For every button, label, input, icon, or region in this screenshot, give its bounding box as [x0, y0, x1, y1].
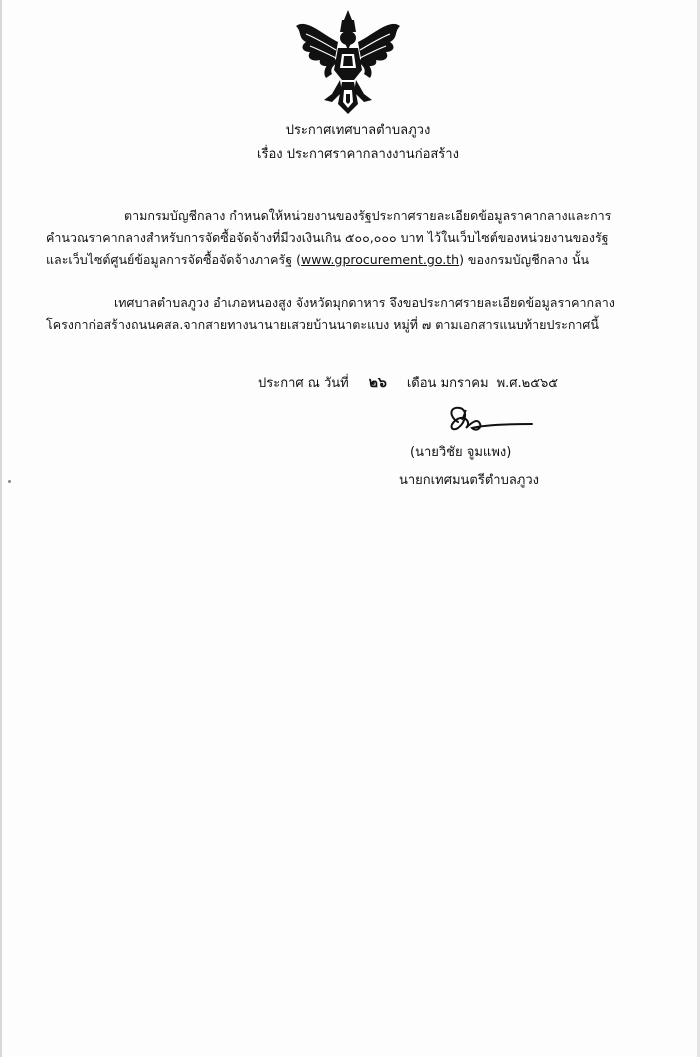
paragraph-pricing-rule: [46, 205, 656, 271]
scan-edge-left: [0, 0, 2, 1057]
paragraph-text: ) ของกรมบัญชีกลาง นั้น: [459, 252, 590, 267]
date-year: พ.ศ.๒๕๖๕: [496, 376, 559, 391]
signatory-name: (นายวิชัย จูมแพง): [410, 445, 512, 460]
garuda-emblem-icon: [292, 8, 404, 116]
paragraph-line: เทศบาลตำบลภูวง อำเภอหนองสูง จังหวัดมุกดาหาร จึงขอประกาศรายละเอียดข้อมูลราคากลาง: [114, 295, 615, 310]
paragraph-text: และเว็บไซต์ศูนย์ข้อมูลการจัดซื้อจัดจ้างภาครัฐ (: [46, 252, 302, 267]
paragraph-line: โครงกาก่อสร้างถนนคสล.จากสายทางนานายเสวยบ้านนาตะแบง หมู่ที่ ๗ ตามเอกสารแนบท้ายประกาศนี้: [46, 317, 599, 332]
signatory-position: นายกเทศมนตรีตำบลภูวง: [399, 473, 539, 488]
paragraph-line: คำนวณราคากลางสำหรับการจัดซื้อจัดจ้างที่มีวงเงินเกิน ๕๐๐,๐๐๐ บาท ไว้ในเว็บไซต์ของหน่วยงานของรัฐ: [46, 230, 609, 245]
date-prefix: ประกาศ ณ วันที่: [258, 376, 349, 391]
paragraph-line: [46, 249, 656, 271]
announcement-org-title: ประกาศเทศบาลตำบลภูวง: [285, 123, 431, 138]
date-month: เดือน มกราคม: [406, 376, 489, 391]
gprocurement-link[interactable]: www.gprocurement.go.th: [301, 252, 460, 267]
announcement-subject: เรื่อง ประกาศราคากลางงานก่อสร้าง: [257, 147, 459, 162]
scan-speck: [8, 480, 11, 483]
handwritten-signature-icon: [436, 402, 536, 440]
announcement-date: [258, 372, 558, 394]
date-day: ๒๖: [368, 375, 387, 391]
paragraph-line: ตามกรมบัญชีกลาง กำหนดให้หน่วยงานของรัฐประกาศรายละเอียดข้อมูลราคากลางและการ: [124, 208, 612, 223]
paragraph-project-notice: [46, 292, 656, 336]
